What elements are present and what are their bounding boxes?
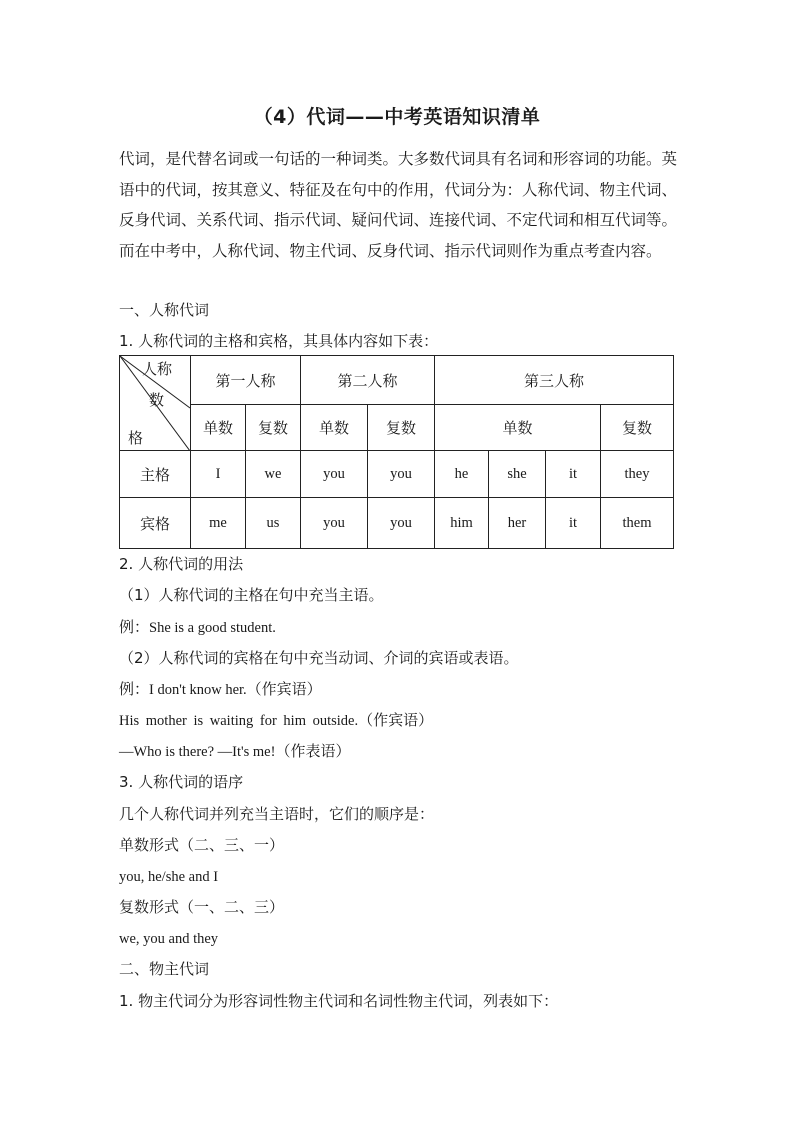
header-plural: 复数 (601, 405, 674, 451)
corner-label-number: 数 (149, 391, 165, 409)
pronoun-cell: us (246, 498, 301, 549)
pronoun-cell: it (546, 451, 601, 498)
section2-list-item-1: 1. 物主代词分为形容词性物主代词和名词性物主代词，列表如下： (119, 992, 559, 1010)
pronoun-cell: her (489, 498, 546, 549)
table-row (120, 451, 674, 498)
example-line-3 (119, 710, 433, 731)
header-singular: 单数 (301, 405, 368, 451)
list-item-1: 1. 人称代词的主格和宾格，其具体内容如下表： (119, 332, 439, 350)
section-heading-possessive-pronouns: 二、物主代词 (119, 960, 210, 978)
usage-rule-2: （2）人称代词的宾格在句中充当动词、介词的宾语或表语。 (119, 649, 519, 667)
pronoun-cell: you (301, 498, 368, 549)
corner-label-case: 格 (128, 429, 144, 447)
list-item-3: 3. 人称代词的语序 (119, 773, 244, 791)
example-sentence: She is a good student. (149, 620, 276, 636)
pronoun-cell: he (435, 451, 489, 498)
example-sentence: I don't know her. (149, 682, 247, 698)
pronoun-cell: she (489, 451, 546, 498)
table-row (120, 498, 674, 549)
pronoun-cell: it (546, 498, 601, 549)
case-cell: 宾格 (120, 498, 191, 549)
example-sentence: His mother is waiting for him outside. (119, 713, 359, 729)
pronoun-cell: we (246, 451, 301, 498)
list-item-2: 2. 人称代词的用法 (119, 555, 244, 573)
singular-example: you, he/she and I (119, 869, 219, 885)
header-second-person: 第二人称 (301, 356, 435, 405)
header-first-person: 第一人称 (191, 356, 301, 405)
pronoun-cell: you (301, 451, 368, 498)
order-intro: 几个人称代词并列充当主语时，它们的顺序是： (119, 805, 435, 823)
header-plural: 复数 (368, 405, 435, 451)
example-note: （作宾语） (246, 680, 322, 698)
section-heading-personal-pronouns: 一、人称代词 (119, 301, 210, 319)
pronoun-cell: him (435, 498, 489, 549)
table-corner-cell (120, 356, 191, 451)
personal-pronoun-table (119, 355, 674, 549)
usage-rule-1: （1）人称代词的主格在句中充当主语。 (119, 586, 384, 604)
case-cell: 主格 (120, 451, 191, 498)
plural-example: we, you and they (119, 931, 219, 947)
plural-form-heading: 复数形式（一、二、三） (119, 898, 285, 916)
header-singular: 单数 (435, 405, 601, 451)
example-note: （作表语） (275, 742, 351, 760)
corner-label-person: 人称 (142, 360, 173, 378)
pronoun-cell: me (191, 498, 246, 549)
page-title: （4）代词——中考英语知识清单 (253, 106, 541, 128)
pronoun-cell: you (368, 451, 435, 498)
example-sentence: —Who is there? —It's me! (119, 744, 276, 760)
example-label: 例： (119, 618, 150, 636)
example-line-2 (119, 679, 322, 700)
singular-form-heading: 单数形式（二、三、一） (119, 836, 285, 854)
example-line-4 (119, 741, 350, 762)
pronoun-cell: you (368, 498, 435, 549)
example-line-1 (119, 617, 276, 638)
pronoun-cell: them (601, 498, 674, 549)
pronoun-cell: they (601, 451, 674, 498)
example-label: 例： (119, 680, 150, 698)
header-plural: 复数 (246, 405, 301, 451)
header-singular: 单数 (191, 405, 246, 451)
header-third-person: 第三人称 (435, 356, 674, 405)
example-note: （作宾语） (358, 711, 434, 729)
intro-paragraph: 代词，是代替名词或一句话的一种词类。大多数代词具有名词和形容词的功能。英语中的代词，按其意义、特征及在句中的作用，代词分为：人称代词、物主代词、反身代词、关系代词、指示代词、疑问代词、连接代词、不定代词和相互代词等。而在中考中，人称代词、物主代词、反身代词、指示代词则作为重点考查内容。 (119, 150, 678, 260)
pronoun-cell: I (191, 451, 246, 498)
